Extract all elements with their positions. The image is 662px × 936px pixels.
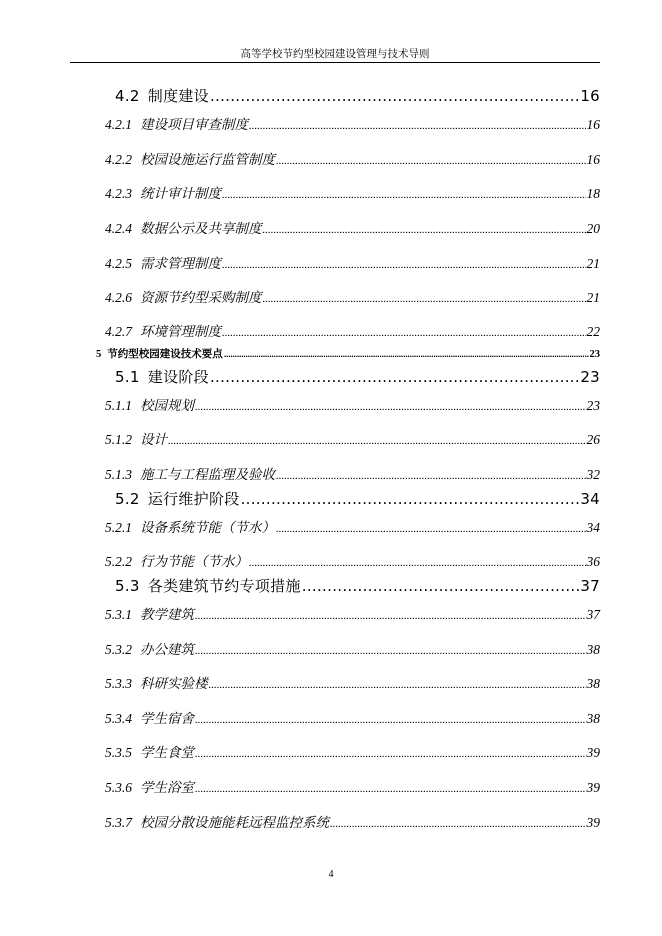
toc-page-number: 23 — [586, 398, 600, 413]
toc-title: 建设阶段 — [147, 368, 209, 386]
toc-entry[interactable] — [105, 811, 600, 831]
toc-entry[interactable] — [105, 463, 600, 483]
toc-entry[interactable] — [105, 707, 600, 727]
toc-title: 施工与工程监理及验收 — [140, 467, 275, 483]
toc-entry[interactable] — [105, 550, 600, 570]
toc-entry[interactable] — [105, 252, 600, 272]
toc-entry[interactable] — [105, 603, 600, 623]
toc-title: 行为节能（节水） — [140, 554, 248, 570]
toc-page-number: 37 — [586, 607, 600, 622]
toc-title: 科研实验楼 — [140, 676, 208, 692]
toc-leader — [222, 259, 586, 271]
toc-number: 5.3.4 — [105, 711, 132, 726]
toc-leader — [249, 557, 586, 569]
toc-leader — [276, 155, 586, 167]
toc-page-number: 39 — [586, 815, 600, 830]
toc-title: 节约型校园建设技术要点 — [107, 348, 223, 360]
toc-page-number: 39 — [586, 745, 600, 760]
toc-number: 4.2.3 — [105, 186, 132, 201]
toc-title: 校园设施运行监管制度 — [140, 152, 275, 168]
toc-leader — [276, 470, 586, 482]
toc-title: 设备系统节能（节水） — [140, 520, 275, 536]
toc-number: 5.1.3 — [105, 467, 132, 482]
toc-page-number: 38 — [586, 711, 600, 726]
toc-title: 运行维护阶段 — [147, 490, 240, 508]
toc-title: 环境管理制度 — [140, 324, 221, 340]
running-header: 高等学校节约型校园建设管理与技术导则 — [240, 48, 430, 60]
toc-number: 5.2 — [115, 490, 140, 508]
toc-entry[interactable] — [105, 394, 600, 414]
toc-leader — [210, 368, 579, 386]
toc-page-number: 34 — [586, 520, 600, 535]
toc-number: 5 — [96, 349, 102, 360]
toc-number: 5.1 — [115, 368, 140, 386]
toc-title: 资源节约型采购制度 — [140, 290, 262, 306]
toc-number: 4.2.6 — [105, 290, 132, 305]
toc-entry[interactable] — [115, 85, 600, 106]
toc-leader — [224, 351, 589, 359]
toc-title: 制度建设 — [147, 87, 209, 105]
toc-leader — [330, 818, 586, 830]
toc-page-number: 39 — [586, 780, 600, 795]
toc-page-number: 21 — [586, 256, 600, 271]
toc-page-number: 23 — [589, 349, 600, 360]
toc-page-number: 21 — [586, 290, 600, 305]
toc-number: 5.1.2 — [105, 432, 132, 447]
toc-title: 数据公示及共享制度 — [140, 221, 262, 237]
toc-page-number: 16 — [586, 152, 600, 167]
toc-leader — [168, 435, 586, 447]
toc-entry[interactable] — [105, 638, 600, 658]
toc-number: 5.3.2 — [105, 642, 132, 657]
toc-number: 4.2.1 — [105, 117, 132, 132]
toc-number: 4.2.7 — [105, 324, 132, 339]
toc-number: 4.2.4 — [105, 221, 132, 236]
toc-title: 校园分散设施能耗远程监控系统 — [140, 815, 329, 831]
toc-leader — [222, 327, 586, 339]
toc-entry[interactable] — [115, 488, 600, 509]
toc-leader — [209, 679, 586, 691]
toc-title: 学生宿舍 — [140, 711, 194, 727]
toc-entry[interactable] — [105, 182, 600, 202]
toc-title: 需求管理制度 — [140, 256, 221, 272]
toc-number: 4.2.2 — [105, 152, 132, 167]
toc-page-number: 34 — [580, 490, 600, 508]
toc-leader — [195, 610, 586, 622]
toc-page-number: 26 — [586, 432, 600, 447]
toc-title: 统计审计制度 — [140, 186, 221, 202]
toc-entry[interactable] — [105, 776, 600, 796]
toc-page-number: 16 — [586, 117, 600, 132]
toc-number: 4.2 — [115, 87, 140, 105]
toc-page-number: 36 — [586, 554, 600, 569]
toc-leader — [276, 523, 586, 535]
toc-entry[interactable] — [105, 320, 600, 340]
toc-page-number: 37 — [580, 577, 600, 595]
toc-number: 5.3.1 — [105, 607, 132, 622]
toc-number: 5.3.7 — [105, 815, 132, 830]
toc-entry[interactable] — [105, 217, 600, 237]
toc-page-number: 16 — [580, 87, 600, 105]
toc-entry[interactable] — [105, 428, 600, 448]
toc-entry[interactable] — [105, 286, 600, 306]
toc-leader — [195, 645, 586, 657]
toc-leader — [263, 224, 586, 236]
toc-leader — [195, 783, 586, 795]
toc-page-number: 18 — [586, 186, 600, 201]
toc-number: 5.3.3 — [105, 676, 132, 691]
toc-title: 学生食堂 — [140, 745, 194, 761]
toc-title: 设计 — [140, 432, 167, 448]
toc-page-number: 32 — [586, 467, 600, 482]
toc-number: 4.2.5 — [105, 256, 132, 271]
toc-number: 5.2.2 — [105, 554, 132, 569]
toc-title: 各类建筑节约专项措施 — [147, 577, 301, 595]
toc-title: 办公建筑 — [140, 642, 194, 658]
toc-entry[interactable] — [105, 148, 600, 168]
toc-leader — [195, 748, 586, 760]
toc-number: 5.1.1 — [105, 398, 132, 413]
toc-entry[interactable] — [105, 516, 600, 536]
toc-leader — [195, 714, 586, 726]
toc-leader — [222, 189, 586, 201]
toc-leader — [302, 577, 580, 595]
toc-page-number: 23 — [580, 368, 600, 386]
toc-leader — [249, 120, 586, 132]
toc-page-number: 38 — [586, 676, 600, 691]
toc-page-number: 22 — [586, 324, 600, 339]
toc-title: 学生浴室 — [140, 780, 194, 796]
toc-title: 教学建筑 — [140, 607, 194, 623]
toc-number: 5.3.5 — [105, 745, 132, 760]
toc-leader — [210, 87, 579, 105]
toc-title: 校园规划 — [140, 398, 194, 414]
page-number-footer: 4 — [328, 869, 334, 880]
toc-leader — [263, 293, 586, 305]
toc-page-number: 38 — [586, 642, 600, 657]
toc-number: 5.3.6 — [105, 780, 132, 795]
toc-entry[interactable] — [105, 672, 600, 692]
toc-number: 5.2.1 — [105, 520, 132, 535]
toc-entry[interactable] — [115, 366, 600, 387]
toc-leader — [241, 490, 580, 508]
toc-entry[interactable] — [105, 113, 600, 133]
toc-leader — [195, 401, 586, 413]
toc-entry[interactable] — [115, 575, 600, 596]
toc-page-number: 20 — [586, 221, 600, 236]
toc-number: 5.3 — [115, 577, 140, 595]
toc-entry[interactable] — [96, 346, 600, 361]
toc-entry[interactable] — [105, 741, 600, 761]
header-divider — [70, 62, 600, 63]
toc-title: 建设项目审查制度 — [140, 117, 248, 133]
